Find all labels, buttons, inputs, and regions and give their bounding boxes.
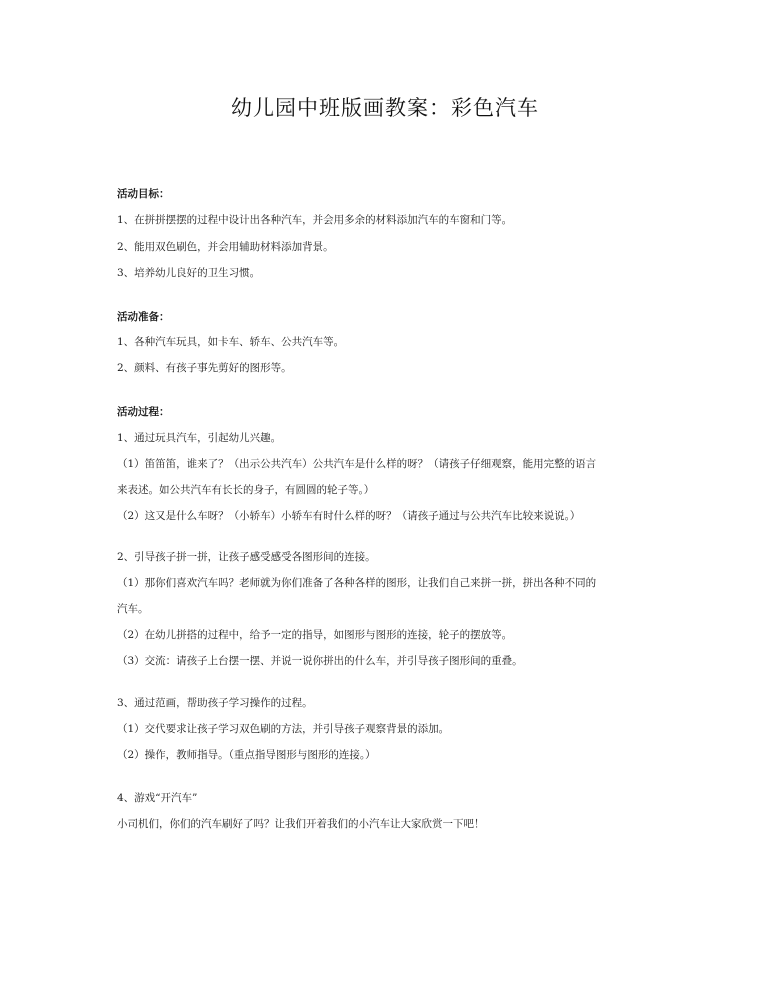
process-heading: 活动过程： <box>117 406 170 418</box>
goals-heading: 活动目标： <box>117 188 170 200</box>
step-text: 小司机们，你们的汽车刷好了吗？让我们开着我们的小汽车让大家欣赏一下吧！ <box>117 818 485 830</box>
step-text: （2）操作，教师指导。（重点指导图形与图形的连接。） <box>117 749 376 761</box>
goal-item: 1、在拼拼摆摆的过程中设计出各种汽车，并会用多余的材料添加汽车的车窗和门等。 <box>117 214 513 226</box>
prep-item: 2、颜料、有孩子事先剪好的图形等。 <box>117 362 292 374</box>
goal-item: 3、培养幼儿良好的卫生习惯。 <box>117 267 261 279</box>
step-text: （3）交流：请孩子上台摆一摆、并说一说你拼出的什么车，并引导孩子图形间的重叠。 <box>117 655 523 667</box>
step-text: 汽车。 <box>117 603 149 615</box>
step-text: 来表述。如公共汽车有长长的身子，有圆圆的轮子等。） <box>117 484 375 496</box>
step-text: （1）交代要求让孩子学习双色刷的方法，并引导孩子观察背景的添加。 <box>117 723 450 735</box>
step-title: 4、游戏“开汽车” <box>117 792 198 804</box>
prep-item: 1、各种汽车玩具，如卡车、轿车、公共汽车等。 <box>117 336 345 348</box>
step-title: 1、通过玩具汽车，引起幼儿兴趣。 <box>117 432 282 444</box>
step-text: （1）那你们喜欢汽车吗？老师就为你们准备了各种各样的图形，让我们自己来拼一拼，拼出各种不同的 <box>117 577 597 589</box>
step-text: （2）这又是什么车呀？（小轿车）小轿车有时什么样的呀？（请孩子通过与公共汽车比较来说说。） <box>117 510 581 522</box>
document-title: 幼儿园中班版画教案：彩色汽车 <box>231 96 539 120</box>
prep-heading: 活动准备： <box>117 311 170 323</box>
step-title: 3、通过范画，帮助孩子学习操作的过程。 <box>117 697 313 709</box>
goal-item: 2、能用双色刷色，并会用辅助材料添加背景。 <box>117 241 334 253</box>
step-text: （1）笛笛笛，谁来了？（出示公共汽车）公共汽车是什么样的呀？（请孩子仔细观察，能用完整的语言 <box>117 458 597 470</box>
step-text: （2）在幼儿拼搭的过程中，给予一定的指导，如图形与图形的连接，轮子的摆放等。 <box>117 629 513 641</box>
step-title: 2、引导孩子拼一拼，让孩子感受感受各图形间的连接。 <box>117 551 376 563</box>
